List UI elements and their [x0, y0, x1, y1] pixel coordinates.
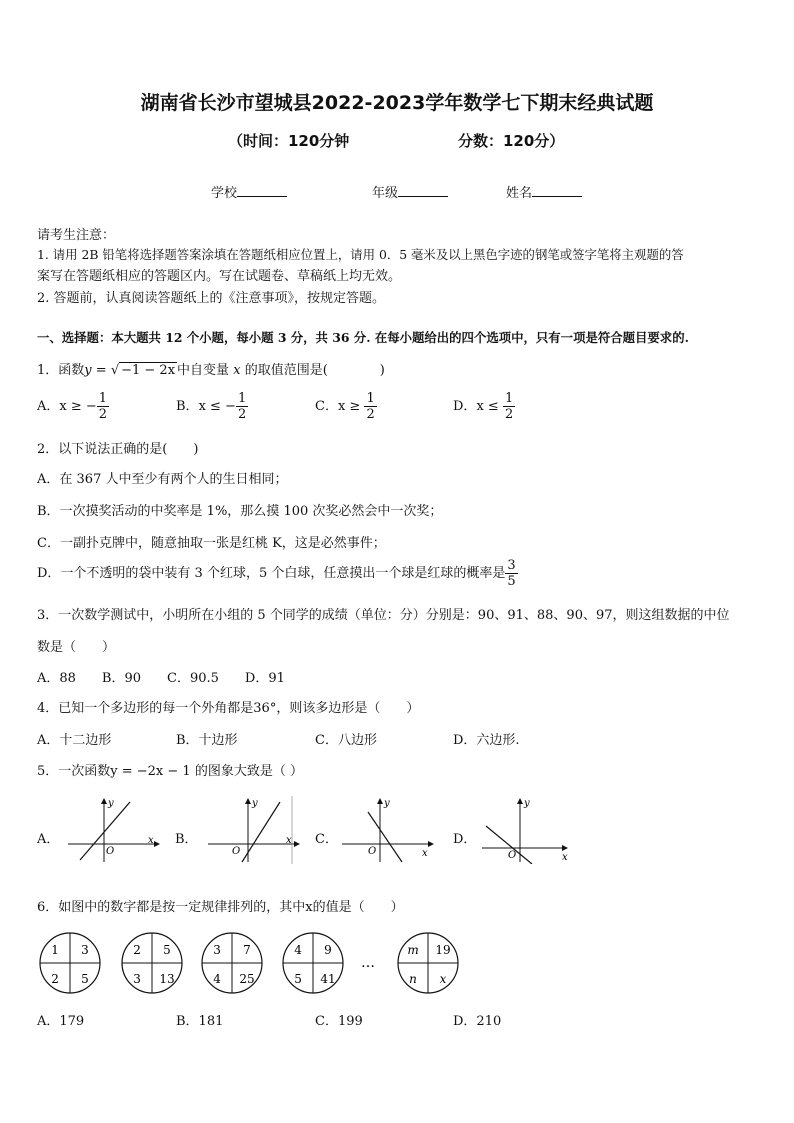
q6-circle-1	[40, 933, 100, 993]
q6-ellipsis: …	[361, 955, 375, 971]
svg-text:O: O	[508, 850, 517, 861]
svg-text:19: 19	[435, 943, 451, 957]
notice-line-1b: 案写在答题纸相应的答题区内。写在试题卷、草稿纸上均无效。	[37, 269, 402, 284]
q1-option-b[interactable]: B．x ≤ − $\frac{1}{2}$	[176, 391, 247, 422]
svg-text:3: 3	[81, 943, 89, 957]
q1-option-a[interactable]: A．x ≥ − $\frac{1}{2}$	[37, 391, 108, 422]
q6-circle-2	[122, 933, 182, 993]
section-heading: 一、选择题：本大题共 12 个小题，每小题 3 分，共 36 分. 在每小题给出的四个选项中，只有一项是符合题目要求的.	[37, 330, 689, 345]
svg-text:y: y	[252, 798, 258, 809]
q1-option-d[interactable]: D．x ≤ $\frac{1}{2}$	[453, 391, 514, 422]
question-1-stem: 1．函数y = √ −1 − 2x 中自变量 x 的取值范围是( )	[37, 363, 385, 378]
q2-option-d[interactable]: D．一个不透明的袋中装有 3 个红球，5 个白球，任意摸出一个球是红球的概率是 $\frac{3}{5}$	[37, 558, 516, 589]
question-5-stem: 5．一次函数y = −2x − 1 的图象大致是（ ）	[37, 764, 303, 779]
svg-text:O: O	[232, 846, 241, 857]
svg-text:4: 4	[213, 972, 221, 986]
q5-graph-d[interactable]	[478, 796, 578, 864]
name-field: 姓名	[506, 182, 582, 201]
q4-option-a[interactable]: A．十二边形	[37, 733, 112, 748]
q5-graph-b[interactable]	[202, 796, 302, 864]
question-3-line-2: 数是（ ）	[37, 640, 116, 655]
school-field: 学校	[211, 182, 287, 201]
svg-text:x: x	[439, 972, 447, 986]
q6-option-b[interactable]: B．181	[176, 1014, 224, 1029]
svg-text:4: 4	[294, 943, 302, 957]
question-3-line-1: 3．一次数学测试中，小明所在小组的 5 个同学的成绩（单位：分）分别是：90、91、88、90、97，则这组数据的中位	[37, 608, 730, 623]
notice-heading: 请考生注意：	[37, 228, 116, 243]
q5-option-a-label[interactable]: A．	[37, 832, 60, 847]
q4-option-d[interactable]: D．六边形.	[453, 733, 520, 748]
q6-option-c[interactable]: C．199	[315, 1014, 363, 1029]
svg-text:25: 25	[239, 972, 255, 986]
q5-option-c-label[interactable]: C．	[315, 832, 338, 847]
q6-circle-4	[283, 933, 343, 993]
q6-option-d[interactable]: D．210	[453, 1014, 502, 1029]
svg-text:9: 9	[324, 943, 332, 957]
svg-text:x: x	[148, 835, 154, 846]
svg-text:O: O	[106, 846, 115, 857]
svg-text:2: 2	[51, 972, 59, 986]
q6-circle-3	[202, 933, 262, 993]
q6-circle-last	[398, 933, 458, 993]
q6-circle-figure	[38, 930, 568, 996]
svg-text:n: n	[409, 972, 417, 986]
question-6-stem: 6．如图中的数字都是按一定规律排列的，其中x的值是（ ）	[37, 900, 404, 915]
svg-text:5: 5	[81, 972, 89, 986]
q3-options[interactable]: A．88 B．90 C．90.5 D．91	[37, 671, 285, 686]
svg-text:O: O	[368, 846, 377, 857]
q5-option-d-label[interactable]: D．	[453, 832, 477, 847]
notice-line-1: 1. 请用 2B 铅笔将选择题答案涂填在答题纸相应位置上，请用 0．5 毫米及以上黑色字迹的钢笔或签字笔将主观题的答	[37, 247, 684, 262]
svg-text:3: 3	[133, 972, 141, 986]
question-2-stem: 2．以下说法正确的是( )	[37, 442, 199, 457]
svg-text:y: y	[108, 798, 114, 809]
svg-text:5: 5	[163, 943, 171, 957]
svg-text:2: 2	[133, 943, 141, 957]
question-4-stem: 4．已知一个多边形的每一个外角都是36°，则该多边形是（ ）	[37, 701, 420, 716]
svg-text:7: 7	[243, 943, 251, 957]
q2-option-c[interactable]: C．一副扑克牌中，随意抽取一张是红桃 K，这是必然事件；	[37, 536, 386, 551]
q4-option-b[interactable]: B．十边形	[176, 733, 238, 748]
radicand: −1 − 2x	[121, 363, 176, 378]
svg-text:m: m	[407, 943, 419, 957]
q1-option-c[interactable]: C．x ≥ $\frac{1}{2}$	[315, 391, 375, 422]
notice-line-2: 2. 答题前，认真阅读答题纸上的《注意事项》，按规定答题。	[37, 291, 386, 306]
q2-option-b[interactable]: B．一次摸奖活动的中奖率是 1%，那么摸 100 次奖必然会中一次奖；	[37, 504, 443, 519]
svg-text:3: 3	[213, 943, 221, 957]
svg-text:x: x	[562, 852, 568, 863]
svg-text:13: 13	[159, 972, 175, 986]
svg-text:x: x	[286, 835, 292, 846]
exam-score: 分数：120分）	[458, 132, 565, 150]
svg-text:1: 1	[51, 943, 59, 957]
svg-text:x: x	[422, 848, 428, 859]
svg-text:5: 5	[294, 972, 302, 986]
q5-graph-c[interactable]	[338, 796, 438, 864]
svg-text:41: 41	[320, 972, 336, 986]
q2-option-a[interactable]: A．在 367 人中至少有两个人的生日相同；	[37, 472, 288, 487]
q5-graph-a[interactable]	[62, 796, 162, 864]
svg-text:y: y	[384, 798, 390, 809]
q5-option-b-label[interactable]: B．	[175, 832, 198, 847]
q4-option-c[interactable]: C．八边形	[315, 733, 377, 748]
svg-text:y: y	[524, 798, 530, 809]
exam-title: 湖南省长沙市望城县2022-2023学年数学七下期末经典试题	[140, 92, 654, 114]
q6-option-a[interactable]: A．179	[37, 1014, 85, 1029]
grade-field: 年级	[372, 182, 448, 201]
exam-time: （时间：120分钟	[228, 132, 350, 150]
